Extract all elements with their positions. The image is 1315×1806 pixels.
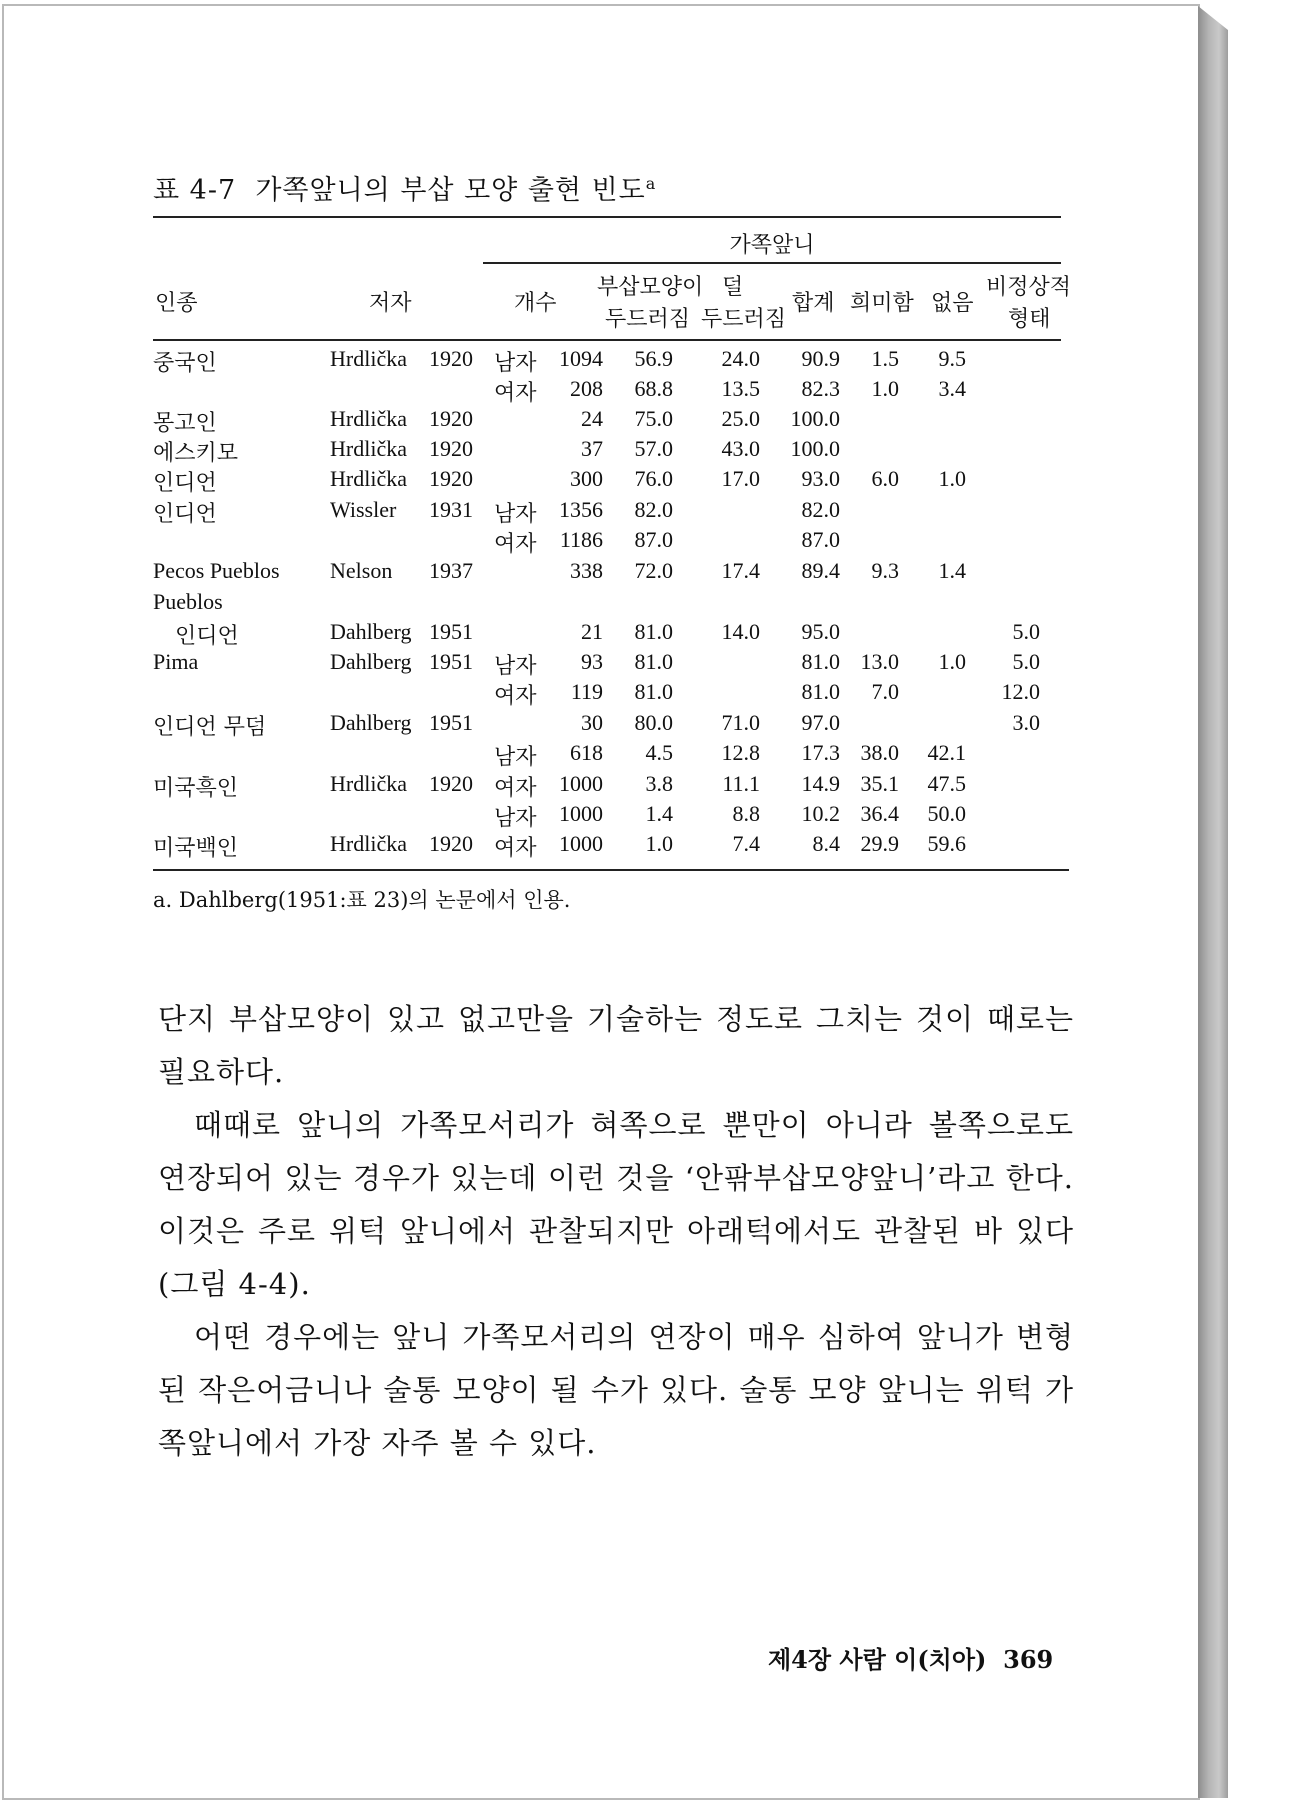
header-less-bottom: 두드러짐 <box>701 307 787 332</box>
cell-none: 1.0 <box>938 649 966 674</box>
body-text <box>158 993 1074 1470</box>
cell-n: 37 <box>581 436 603 461</box>
cell-n: 1000 <box>559 831 603 856</box>
cell-sex: 남자 <box>494 745 537 770</box>
table-footnote: a. Dahlberg(1951:표 23)의 논문에서 인용. <box>153 888 571 912</box>
cell-race: 에스키모 <box>153 441 239 466</box>
cell-less: 13.5 <box>721 376 760 401</box>
cell-year: 1951 <box>429 619 473 644</box>
table-bottom-rule <box>153 869 1069 871</box>
cell-n: 24 <box>581 406 603 431</box>
cell-total: 87.0 <box>801 527 840 552</box>
cell-total: 14.9 <box>801 771 840 796</box>
cell-author: Dahlberg <box>330 710 412 735</box>
group-rule <box>483 262 1061 264</box>
cell-race: 미국백인 <box>153 836 239 861</box>
header-shovel-bottom: 두드러짐 <box>605 307 691 332</box>
cell-year: 1920 <box>429 406 473 431</box>
cell-total: 100.0 <box>790 436 840 461</box>
cell-less: 43.0 <box>721 436 760 461</box>
cell-less: 11.1 <box>722 771 760 796</box>
cell-race: 몽고인 <box>153 411 217 436</box>
cell-n: 119 <box>570 679 603 704</box>
header-abnormal-top: 비정상적 <box>986 275 1072 300</box>
cell-year: 1920 <box>429 771 473 796</box>
page-number: 369 <box>1003 1645 1054 1674</box>
cell-faint: 38.0 <box>860 740 899 765</box>
cell-total: 17.3 <box>801 740 840 765</box>
cell-marked: 3.8 <box>645 771 673 796</box>
cell-race: 인디언 <box>153 502 217 527</box>
cell-total: 81.0 <box>801 649 840 674</box>
cell-author: Nelson <box>330 558 393 583</box>
cell-race: 미국흑인 <box>153 776 239 801</box>
cell-n: 1000 <box>559 801 603 826</box>
cell-none: 50.0 <box>927 801 966 826</box>
cell-abnormal: 5.0 <box>1012 619 1040 644</box>
footnote-mark: a <box>645 174 657 193</box>
cell-marked: 1.0 <box>645 831 673 856</box>
cell-marked: 1.4 <box>645 801 673 826</box>
cell-faint: 7.0 <box>871 679 899 704</box>
cell-sex: 여자 <box>494 532 537 557</box>
cell-less: 24.0 <box>721 346 760 371</box>
cell-n: 1356 <box>559 497 603 522</box>
cell-author: Hrdlička <box>330 831 407 856</box>
header-abnormal-bottom: 형태 <box>1008 307 1051 332</box>
cell-n: 338 <box>570 558 603 583</box>
cell-none: 42.1 <box>927 740 966 765</box>
table-top-rule <box>153 216 1061 218</box>
cell-race: 인디언 <box>175 624 239 649</box>
header-less-top: 덜 <box>722 275 744 300</box>
cell-marked: 81.0 <box>634 679 673 704</box>
cell-marked: 81.0 <box>634 649 673 674</box>
cell-total: 81.0 <box>801 679 840 704</box>
cell-marked: 57.0 <box>634 436 673 461</box>
cell-none: 3.4 <box>938 376 966 401</box>
paragraph-1: 단지 부삽모양이 있고 없고만을 기술하는 정도로 그치는 것이 때로는 필요하다. <box>158 1002 1074 1089</box>
cell-n: 93 <box>581 649 603 674</box>
cell-total: 93.0 <box>801 466 840 491</box>
cell-author: Dahlberg <box>330 649 412 674</box>
cell-none: 1.4 <box>938 558 966 583</box>
cell-faint: 36.4 <box>860 801 899 826</box>
cell-total: 82.0 <box>801 497 840 522</box>
cell-less: 14.0 <box>721 619 760 644</box>
cell-abnormal: 5.0 <box>1012 649 1040 674</box>
table-caption <box>153 168 656 207</box>
cell-marked: 87.0 <box>634 527 673 552</box>
header-shovel-top: 부삽모양이 <box>597 275 704 300</box>
cell-sex: 남자 <box>494 351 537 376</box>
cell-faint: 13.0 <box>860 649 899 674</box>
cell-total: 82.3 <box>801 376 840 401</box>
cell-less: 7.4 <box>732 831 760 856</box>
cell-author: Dahlberg <box>330 619 412 644</box>
cell-sex: 남자 <box>494 502 537 527</box>
cell-faint: 35.1 <box>860 771 899 796</box>
cell-author: Hrdlička <box>330 346 407 371</box>
cell-year: 1931 <box>429 497 473 522</box>
cell-year: 1920 <box>429 436 473 461</box>
table-title: 가쪽앞니의 부삽 모양 출현 빈도 <box>255 175 646 206</box>
group-header: 가쪽앞니 <box>729 233 815 258</box>
cell-marked: 80.0 <box>634 710 673 735</box>
cell-abnormal: 3.0 <box>1012 710 1040 735</box>
cell-sex: 여자 <box>494 684 537 709</box>
cell-author: Hrdlička <box>330 466 407 491</box>
cell-marked: 56.9 <box>634 346 673 371</box>
cell-sex: 여자 <box>494 836 537 861</box>
cell-marked: 76.0 <box>634 466 673 491</box>
cell-author: Hrdlička <box>330 436 407 461</box>
cell-total: 100.0 <box>790 406 840 431</box>
paragraph-3: 어떤 경우에는 앞니 가쪽모서리의 연장이 매우 심하여 앞니가 변형된 작은어금니나 술통 모양이 될 수가 있다. 술통 모양 앞니는 위턱 가쪽앞니에서 가장 자주 볼 수 있다. <box>158 1320 1074 1460</box>
cell-less: 17.4 <box>721 558 760 583</box>
table-label: 표 4-7 <box>153 175 237 206</box>
cell-n: 21 <box>581 619 603 644</box>
book-spine-edge <box>1198 6 1228 1798</box>
cell-year: 1920 <box>429 831 473 856</box>
cell-n: 1186 <box>559 527 603 552</box>
cell-faint: 1.5 <box>871 346 899 371</box>
cell-total: 10.2 <box>801 801 840 826</box>
header-none: 없음 <box>931 291 974 316</box>
cell-n: 1000 <box>559 771 603 796</box>
cell-total: 95.0 <box>801 619 840 644</box>
cell-n: 618 <box>570 740 603 765</box>
cell-less: 25.0 <box>721 406 760 431</box>
cell-faint: 9.3 <box>871 558 899 583</box>
cell-total: 97.0 <box>801 710 840 735</box>
cell-sex: 남자 <box>494 654 537 679</box>
cell-less: 12.8 <box>721 740 760 765</box>
cell-n: 300 <box>570 466 603 491</box>
cell-none: 9.5 <box>938 346 966 371</box>
cell-author: Hrdlička <box>330 406 407 431</box>
cell-sex: 여자 <box>494 381 537 406</box>
cell-marked: 75.0 <box>634 406 673 431</box>
header-faint: 희미함 <box>850 291 914 316</box>
cell-marked: 82.0 <box>634 497 673 522</box>
cell-marked: 72.0 <box>634 558 673 583</box>
cell-year: 1951 <box>429 649 473 674</box>
cell-faint: 1.0 <box>871 376 899 401</box>
cell-race: 인디언 무덤 <box>153 715 267 740</box>
cell-none: 1.0 <box>938 466 966 491</box>
header-bottom-rule <box>153 339 1061 341</box>
cell-faint: 29.9 <box>860 831 899 856</box>
cell-less: 17.0 <box>721 466 760 491</box>
cell-less: 8.8 <box>732 801 760 826</box>
header-race: 인종 <box>155 291 198 316</box>
cell-year: 1920 <box>429 346 473 371</box>
cell-marked: 4.5 <box>645 740 673 765</box>
cell-race: 인디언 <box>153 471 217 496</box>
cell-less: 71.0 <box>721 710 760 735</box>
cell-marked: 68.8 <box>634 376 673 401</box>
cell-author: Hrdlička <box>330 771 407 796</box>
cell-race: Pecos Pueblos <box>153 558 280 583</box>
cell-race: Pueblos <box>153 589 223 614</box>
page-footer <box>768 1640 1053 1675</box>
cell-total: 90.9 <box>801 346 840 371</box>
cell-total: 8.4 <box>812 831 840 856</box>
cell-marked: 81.0 <box>634 619 673 644</box>
cell-sex: 여자 <box>494 776 537 801</box>
cell-year: 1937 <box>429 558 473 583</box>
cell-year: 1951 <box>429 710 473 735</box>
cell-year: 1920 <box>429 466 473 491</box>
cell-race: Pima <box>153 649 199 674</box>
cell-faint: 6.0 <box>871 466 899 491</box>
cell-n: 30 <box>581 710 603 735</box>
cell-sex: 남자 <box>494 806 537 831</box>
cell-race: 중국인 <box>153 351 217 376</box>
cell-none: 59.6 <box>927 831 966 856</box>
cell-n: 208 <box>570 376 603 401</box>
header-author: 저자 <box>369 291 412 316</box>
cell-total: 89.4 <box>801 558 840 583</box>
cell-none: 47.5 <box>927 771 966 796</box>
header-count: 개수 <box>514 291 557 316</box>
cell-n: 1094 <box>559 346 603 371</box>
cell-abnormal: 12.0 <box>1001 679 1040 704</box>
chapter-title: 제4장 사람 이(치아) <box>768 1645 987 1674</box>
header-total: 합계 <box>792 291 835 316</box>
paragraph-2: 때때로 앞니의 가쪽모서리가 혀쪽으로 뿐만이 아니라 볼쪽으로도 연장되어 있는 경우가 있는데 이런 것을 ‘안팎부삽모양앞니’라고 한다. 이것은 주로 위턱 앞니에서 관찰되지만 아래턱에서도 관찰된 바 있다(그림 4-4). <box>158 1108 1074 1301</box>
cell-author: Wissler <box>330 497 397 522</box>
